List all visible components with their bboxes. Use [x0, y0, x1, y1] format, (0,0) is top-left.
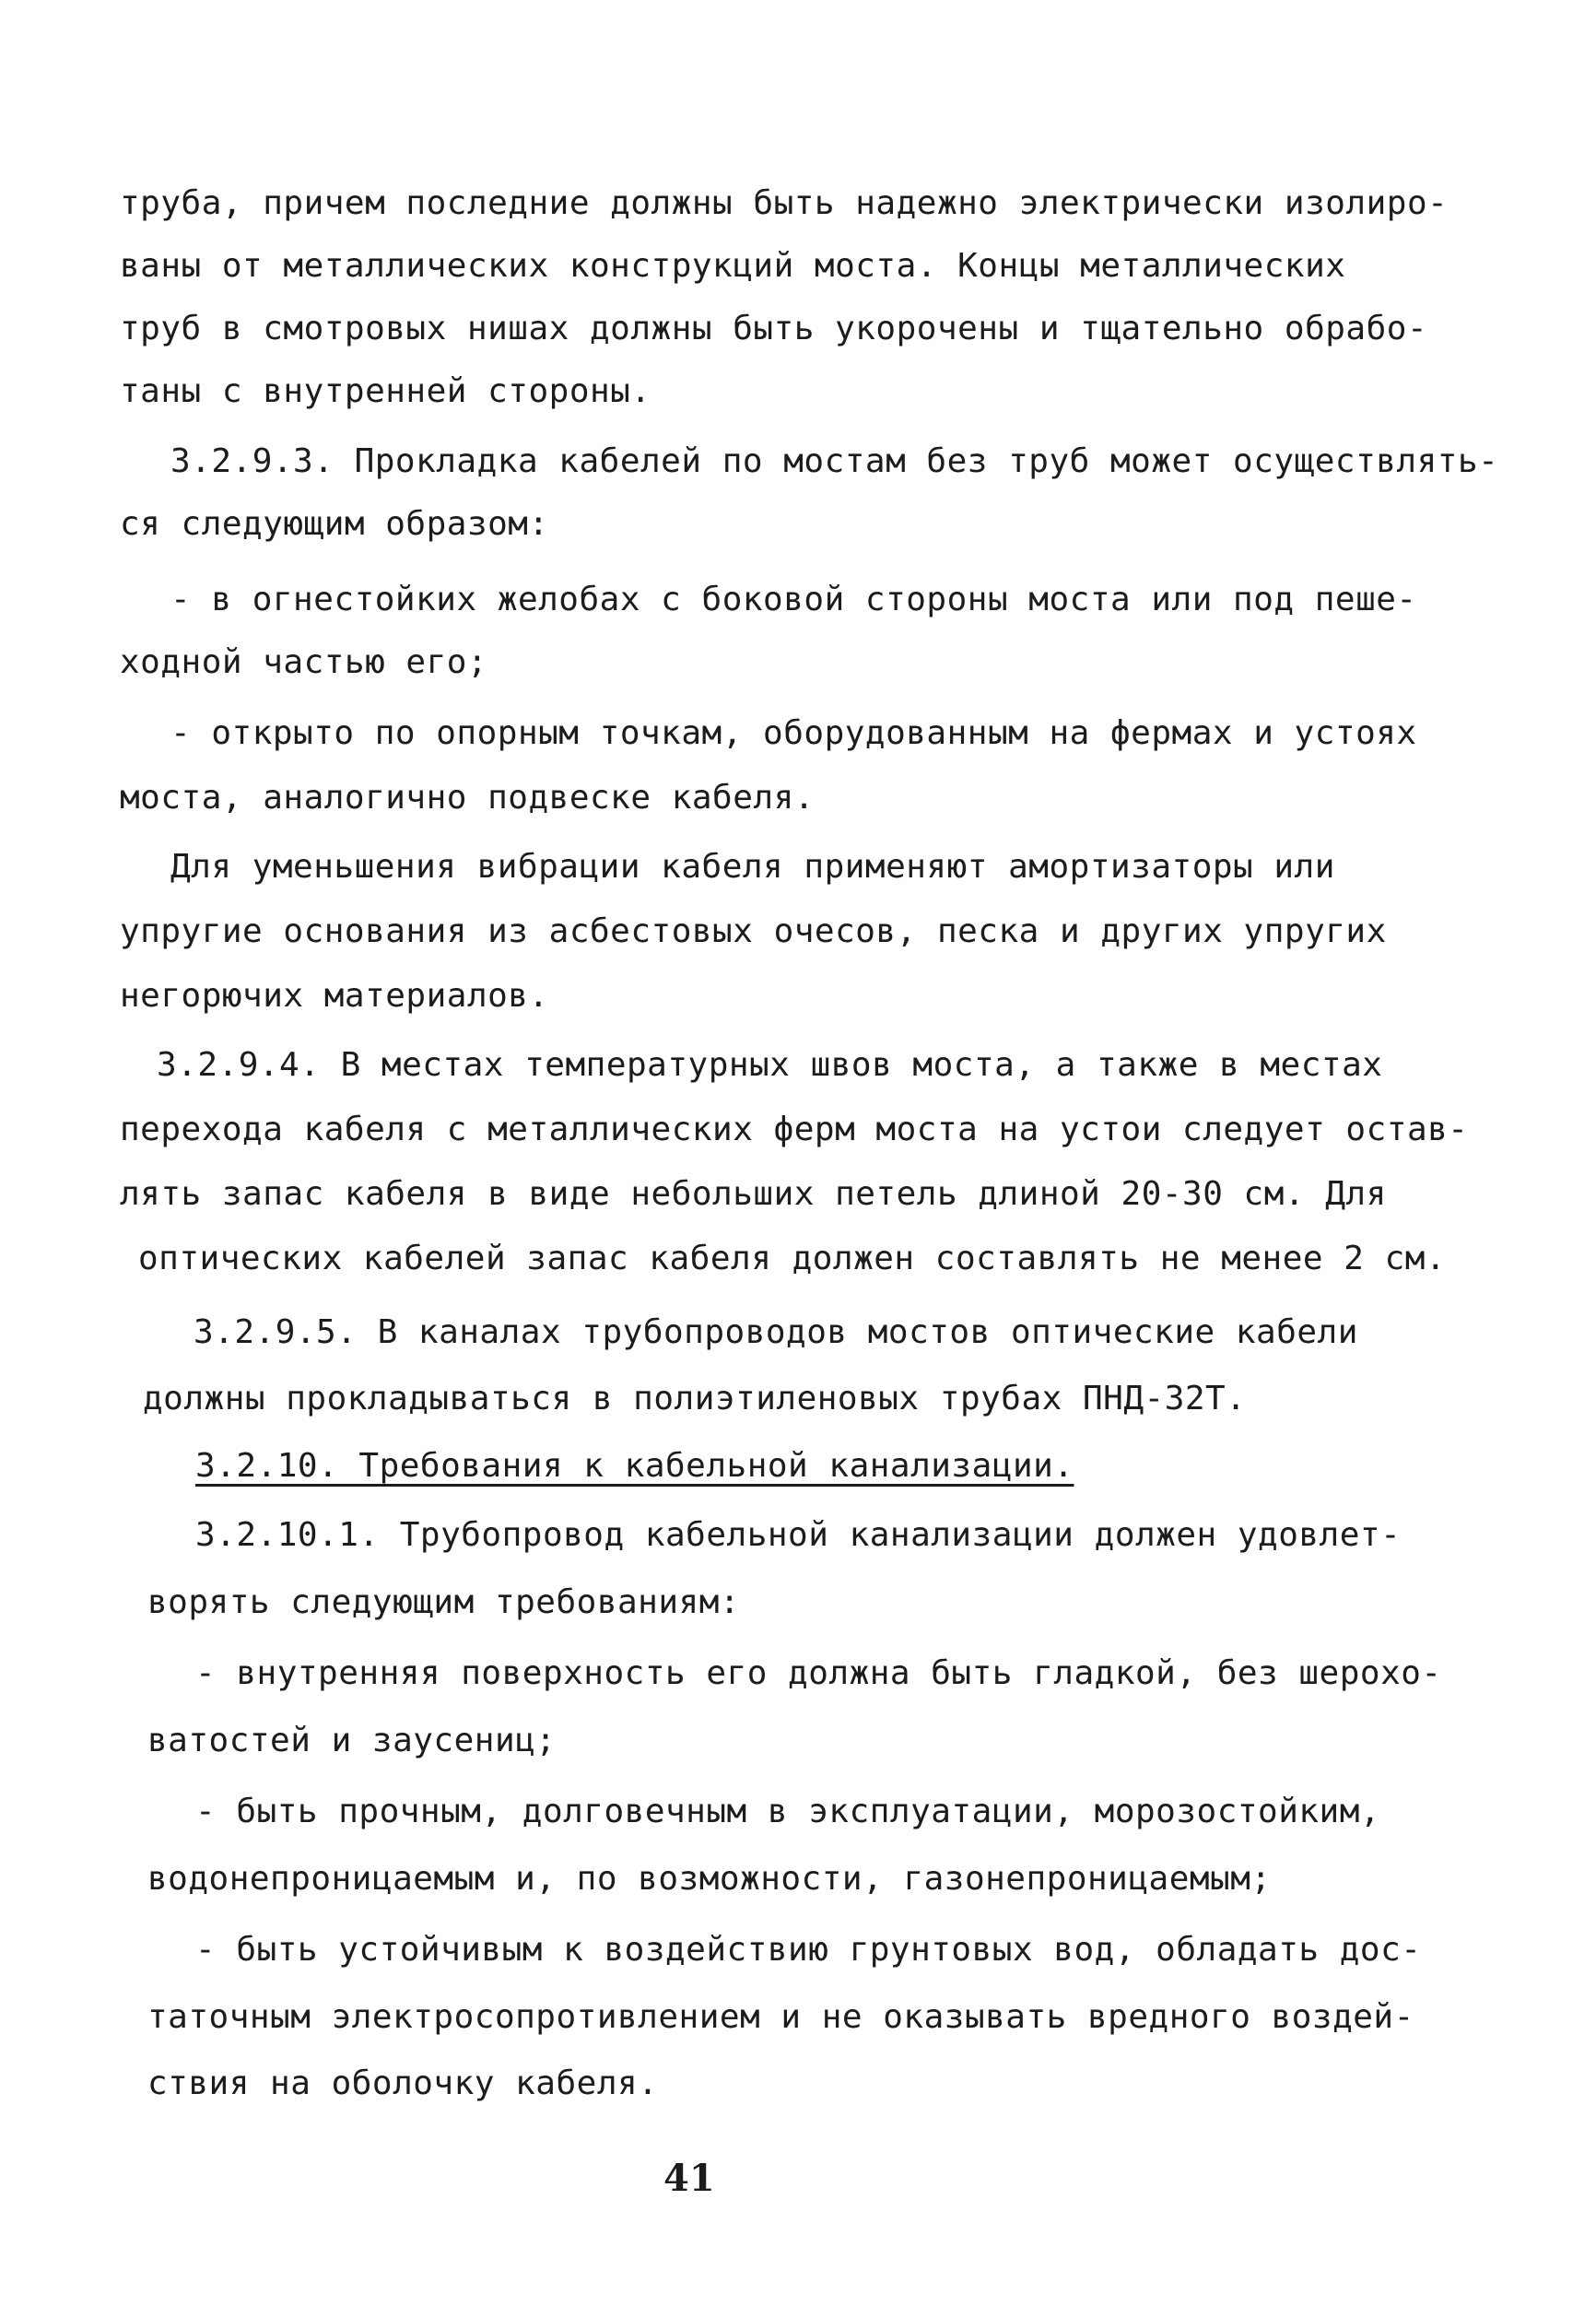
text-line: должны прокладываться в полиэтиленовых трубах ПНД-32Т.	[143, 1380, 1247, 1417]
text-line: негорючих материалов.	[120, 977, 549, 1015]
text-line: моста, аналогично подвеске кабеля.	[120, 779, 815, 817]
text-line: ствия на оболочку кабеля.	[147, 2064, 659, 2102]
paragraph-3-2-9-3: 3.2.9.3. Прокладка кабелей по мостам без труб может осуществлять-	[170, 442, 1499, 480]
section-heading: 3.2.10. Требования к кабельной канализации.	[195, 1447, 1074, 1485]
text-line: лять запас кабеля в виде небольших петель длиной 20-30 см. Для	[120, 1175, 1387, 1213]
text-line: упругие основания из асбестовых очесов, песка и других упругих	[120, 912, 1387, 950]
paragraph-3-2-10-1: 3.2.10.1. Трубопровод кабельной канализации должен удовлет-	[195, 1516, 1402, 1554]
text-line: таточным электросопротивлением и не оказывать вредного воздей-	[147, 1998, 1414, 2036]
list-item: - быть прочным, долговечным в эксплуатации, морозостойким,	[195, 1793, 1381, 1830]
text-line: труба, причем последние должны быть надежно электрически изолиро-	[120, 184, 1449, 222]
page-number: 41	[663, 2157, 715, 2200]
list-item: - быть устойчивым к воздействию грунтовых вод, обладать дос-	[195, 1931, 1422, 1969]
text-line: оптических кабелей запас кабеля должен составлять не менее 2 см.	[138, 1240, 1447, 1277]
list-item: - в огнестойких желобах с боковой стороны моста или под пеше-	[170, 581, 1417, 618]
list-item: - открыто по опорным точкам, оборудованным на фермах и устоях	[170, 714, 1417, 752]
text-line: ватостей и заусениц;	[147, 1722, 557, 1759]
text-line: Для уменьшения вибрации кабеля применяют амортизаторы или	[170, 848, 1335, 886]
text-line: труб в смотровых нишах должны быть укорочены и тщательно обрабо-	[120, 310, 1428, 347]
text-line: ворять следующим требованиям:	[147, 1583, 741, 1621]
text-line: перехода кабеля с металлических ферм моста на устои следует остав-	[120, 1111, 1469, 1148]
text-line: водонепроницаемым и, по возможности, газонепроницаемым;	[147, 1860, 1272, 1898]
paragraph-3-2-9-5: 3.2.9.5. В каналах трубопроводов мостов оптические кабели	[194, 1313, 1358, 1351]
list-item: - внутренняя поверхность его должна быть гладкой, без шерохо-	[195, 1654, 1442, 1692]
text-line: ся следующим образом:	[120, 505, 549, 543]
text-line: таны с внутренней стороны.	[120, 372, 651, 410]
text-line: ходной частью его;	[120, 643, 488, 681]
paragraph-3-2-9-4: 3.2.9.4. В местах температурных швов моста, а также в местах	[157, 1046, 1383, 1084]
text-line: ваны от металлических конструкций моста. Концы металлических	[120, 247, 1346, 285]
